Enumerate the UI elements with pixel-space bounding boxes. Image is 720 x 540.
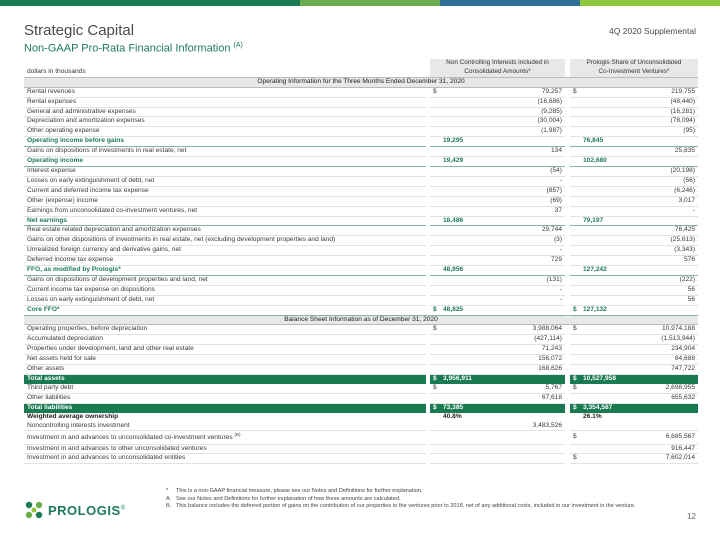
currency-symbol [430,275,440,285]
table-row [24,285,698,295]
nci-value: 729 [440,256,565,266]
table-row [24,127,698,137]
footnote-text: See our Notes and Definitions for further explanation of how these amounts are calculated. [176,495,401,502]
page-number: 12 [687,512,696,521]
column-header-prologis-share: Prologis Share of Unconsolidated [570,59,698,68]
prologis-share-value: 3,017 [580,196,698,206]
column-header-prologis-share-line2: Co-Investment Ventures* [570,68,698,77]
currency-symbol [570,335,580,345]
nci-value: (54) [440,166,565,176]
table-row [24,403,698,412]
table-row [24,422,698,431]
currency-symbol [570,422,580,431]
currency-symbol [570,275,580,285]
logo-registered: ® [120,505,126,512]
nci-value: (3) [440,236,565,246]
prologis-share-value [580,422,698,431]
row-label: Investment in and advances to other unconsolidated ventures [24,444,426,454]
row-label: General and administrative expenses [24,107,426,117]
prologis-share-value: 26.1% [583,412,602,420]
currency-symbol [570,236,580,246]
currency-symbol [570,107,580,117]
logo-text: PROLOGIS [48,502,121,518]
currency-symbol [430,226,440,236]
section-header-row [24,315,698,325]
table-row [24,384,698,393]
table-row [24,147,698,157]
nci-value: 3,956,911 [440,375,565,384]
top-color-bar [0,0,720,6]
table-row [24,325,698,335]
nci-value: - [440,246,565,256]
prologis-share-value: 2,698,955 [580,384,698,393]
row-label: Losses on early extinguishment of debt, net [24,176,426,186]
prologis-share-value: 127,242 [580,266,698,276]
nci-value: 48,956 [440,266,565,276]
prologis-share-value: 127,132 [580,305,698,315]
currency-symbol: $ [430,305,440,315]
currency-symbol [430,345,440,355]
table-header-row [24,59,698,68]
prologis-share-value: 234,904 [580,345,698,355]
currency-symbol [570,444,580,454]
currency-symbol [570,256,580,266]
prologis-share-value: 76,425 [580,226,698,236]
footnote [166,488,686,496]
units-label: dollars in thousands [24,68,426,77]
row-label: Losses on early extinguishment of debt, net [24,295,426,305]
footnote [166,503,686,511]
prologis-share-value: (1,513,944) [580,335,698,345]
table-row [24,157,698,167]
row-label: Operating properties, before depreciation [24,325,426,335]
currency-symbol [430,246,440,256]
footnote-marker: A. [166,495,172,502]
row-label: Other liabilities [24,393,426,403]
prologis-share-value: (222) [580,275,698,285]
currency-symbol [570,246,580,256]
prologis-share-value: (95) [580,127,698,137]
table-row [24,166,698,176]
row-label-text: Investment in and advances to unconsolidated co-investment ventures [27,434,233,442]
nci-value: - [440,285,565,295]
currency-symbol [570,226,580,236]
table-row [24,256,698,266]
currency-symbol [430,422,440,431]
currency-symbol [570,166,580,176]
top-bar-segment [300,0,440,6]
table-row [24,375,698,384]
table-row [24,365,698,375]
nci-value: 5,767 [440,384,565,393]
row-label: Core FFO* [24,305,426,315]
row-label: Deferred income tax expense [24,256,426,266]
nci-value: (69) [440,196,565,206]
footnote-marker: B. [166,503,172,510]
table-row [24,345,698,355]
currency-symbol [570,393,580,403]
table-row [24,97,698,107]
column-header-nci: Non Controlling Interests included in [430,59,565,68]
prologis-share-value: 3,354,587 [580,403,698,412]
logo-wordmark [48,503,126,518]
currency-symbol [430,454,440,464]
currency-symbol: $ [430,384,440,393]
page-subtitle-text: Non-GAAP Pro-Rata Financial Information [24,42,231,55]
currency-symbol: $ [570,454,580,464]
table-row [24,266,698,276]
currency-symbol [570,157,580,167]
prologis-share-value: 576 [580,256,698,266]
footnote [166,496,686,504]
row-label: Rental expenses [24,97,426,107]
nci-value [440,444,565,454]
currency-symbol: $ [570,87,580,97]
nci-value: 67,618 [440,393,565,403]
prologis-share-value: 76,845 [580,137,698,147]
currency-symbol [430,413,440,422]
prologis-share-value: 7,602,014 [580,454,698,464]
nci-value: 79,257 [440,87,565,97]
currency-symbol: $ [570,384,580,393]
row-label: Properties under development, land and other real estate [24,345,426,355]
currency-symbol [430,107,440,117]
currency-symbol [570,355,580,365]
row-label: Real estate related depreciation and amortization expenses [24,226,426,236]
prologis-logo [24,500,126,520]
row-label: Rental revenues [24,87,426,97]
table-row [24,236,698,246]
prologis-share-value: 56 [580,285,698,295]
footnote-mark: (B) [234,432,241,438]
nci-value: 48,825 [440,305,565,315]
nci-value: 29,744 [440,226,565,236]
table-row [24,275,698,285]
currency-symbol [430,444,440,454]
nci-value: - [440,176,565,186]
currency-symbol [430,216,440,226]
row-label: Unrealized foreign currency and derivative gains, net [24,246,426,256]
currency-symbol [430,295,440,305]
prologis-share-value: (78,094) [580,117,698,127]
currency-symbol: $ [570,375,580,384]
prologis-share-value: (6,246) [580,186,698,196]
currency-symbol [430,365,440,375]
table-row [24,87,698,97]
nci-value [440,431,565,444]
row-label: Gains on dispositions of investments in real estate, net [24,147,426,157]
prologis-share-value: (3,343) [580,246,698,256]
footnotes [166,488,686,511]
nci-value: 134 [440,147,565,157]
currency-symbol [570,216,580,226]
currency-symbol [570,117,580,127]
nci-value: (1,987) [440,127,565,137]
currency-symbol [430,206,440,216]
currency-symbol [430,186,440,196]
prologis-share-value: (16,281) [580,107,698,117]
currency-symbol [430,266,440,276]
table-row [24,393,698,403]
row-label: Net assets held for sale [24,355,426,365]
header-spacer [24,59,426,68]
prologis-share-value: 916,447 [580,444,698,454]
table-header-row [24,68,698,77]
currency-symbol [430,157,440,167]
prologis-share-value: (25,613) [580,236,698,246]
currency-symbol [570,147,580,157]
currency-symbol [570,285,580,295]
row-label: Accumulated depreciation [24,335,426,345]
nci-value: 3,988,064 [440,325,565,335]
row-label: Gains on other dispositions of investments in real estate, net (excluding development properties and land) [24,236,426,246]
row-label: Current and deferred income tax expense [24,186,426,196]
row-label: FFO, as modified by Prologis* [24,266,426,276]
table-row [24,305,698,315]
currency-symbol [570,295,580,305]
prologis-share-value: (56) [580,176,698,186]
row-label: Interest expense [24,166,426,176]
prologis-share-value: 102,680 [580,157,698,167]
currency-symbol: $ [570,403,580,412]
currency-symbol [430,166,440,176]
currency-symbol: $ [430,325,440,335]
table-row [24,335,698,345]
row-label: Total liabilities [24,403,426,412]
prologis-share-value: 56 [580,295,698,305]
top-bar-segment [0,0,300,6]
prologis-share-value: - [580,206,698,216]
prologis-share-value: 10,527,958 [580,375,698,384]
table-row [24,186,698,196]
row-label: Noncontrolling interests investment [24,422,426,431]
currency-symbol [570,196,580,206]
currency-symbol [430,431,440,444]
nci-value: 73,385 [440,403,565,412]
row-label: Other (expense) income [24,196,426,206]
row-label: Current income tax expense on dispositions [24,285,426,295]
currency-symbol [570,266,580,276]
page-subtitle [24,42,243,55]
currency-symbol [430,236,440,246]
currency-symbol [570,97,580,107]
nci-value: (9,285) [440,107,565,117]
table-row [24,137,698,147]
currency-symbol [570,345,580,355]
page-title: Strategic Capital [24,22,135,39]
table-row [24,107,698,117]
table-row [24,454,698,464]
nci-value: 18,486 [440,216,565,226]
currency-symbol [430,147,440,157]
nci-value: 156,072 [440,355,565,365]
row-label: Weighted average ownership [27,412,119,420]
currency-symbol [430,355,440,365]
currency-symbol: $ [430,87,440,97]
currency-symbol [430,117,440,127]
prologis-logo-icon [24,500,44,520]
row-label: Operating income before gains [24,137,426,147]
currency-symbol [570,137,580,147]
table-row [24,295,698,305]
footnote-marker: * [166,488,169,494]
table-row [24,117,698,127]
currency-symbol [430,335,440,345]
table-row [24,355,698,365]
nci-value: (18,686) [440,97,565,107]
currency-symbol: $ [570,305,580,315]
supplement-label: 4Q 2020 Supplemental [609,26,696,36]
currency-symbol [430,137,440,147]
currency-symbol: $ [570,431,580,444]
row-label: Third party debt [24,384,426,393]
prologis-share-value: 84,688 [580,355,698,365]
prologis-share-value: 25,835 [580,147,698,157]
top-bar-segment [440,0,580,6]
table-row [24,246,698,256]
table-row [24,206,698,216]
nci-value: 40.8% [443,412,462,420]
nci-value: 19,295 [440,137,565,147]
currency-symbol: $ [430,375,440,384]
table-row [24,176,698,186]
row-label: Earnings from unconsolidated co-investment ventures, net [24,206,426,216]
currency-symbol [570,365,580,375]
subtitle-footnote-mark: (A) [233,42,243,49]
nci-value: (427,114) [440,335,565,345]
section-header-row [24,77,698,87]
currency-symbol [430,97,440,107]
currency-symbol: $ [430,403,440,412]
nci-value: (30,004) [440,117,565,127]
prologis-share-value: (48,440) [580,97,698,107]
row-label: Other operating expense [24,127,426,137]
top-bar-segment [580,0,720,6]
currency-symbol [430,393,440,403]
currency-symbol [430,256,440,266]
table-row [24,226,698,236]
section-title: Balance Sheet Information as of December 31, 2020 [24,315,698,325]
prologis-share-value: 747,722 [580,365,698,375]
row-label: Investment in and advances to unconsolidated entities [24,454,426,464]
row-label: Operating income [24,157,426,167]
prologis-share-value: 79,197 [580,216,698,226]
nci-value: 168,626 [440,365,565,375]
nci-value: 37 [440,206,565,216]
footnote-text: This is a non-GAAP financial measure, please see our Notes and Definitions for further explanation. [176,488,423,494]
table-row [24,196,698,206]
financial-table [24,59,698,464]
row-label: Other assets [24,365,426,375]
row-label: Total assets [24,375,426,384]
prologis-share-value: 655,632 [580,393,698,403]
table-row [24,216,698,226]
footnote-text: This balance includes the deferred portion of gains on the contribution of our properties to the ventures prior to 2018, net of any additional costs, included in our investment in the venture. [176,503,636,510]
row-label: Net earnings [24,216,426,226]
currency-symbol [570,413,580,422]
column-header-nci-line2: Consolidated Amounts* [430,68,565,77]
nci-value: 71,243 [440,345,565,355]
nci-value: (857) [440,186,565,196]
currency-symbol [570,176,580,186]
table-row [24,431,698,444]
section-title: Operating Information for the Three Months Ended December 31, 2020 [24,77,698,87]
currency-symbol [430,196,440,206]
nci-value: (131) [440,275,565,285]
currency-symbol [570,186,580,196]
table-row [24,413,698,422]
prologis-share-value: 6,685,567 [580,431,698,444]
currency-symbol [430,285,440,295]
currency-symbol [430,176,440,186]
row-label: Depreciation and amortization expenses [24,117,426,127]
currency-symbol [430,127,440,137]
table-row [24,444,698,454]
row-label: Gains on dispositions of development properties and land, net [24,275,426,285]
prologis-share-value: 10,974,188 [580,325,698,335]
currency-symbol [570,127,580,137]
row-label [24,431,426,444]
nci-value [440,454,565,464]
currency-symbol: $ [570,325,580,335]
nci-value: 19,429 [440,157,565,167]
nci-value: - [440,295,565,305]
prologis-share-value: (20,198) [580,166,698,176]
prologis-share-value: 219,755 [580,87,698,97]
nci-value: 3,483,526 [440,422,565,431]
currency-symbol [570,206,580,216]
